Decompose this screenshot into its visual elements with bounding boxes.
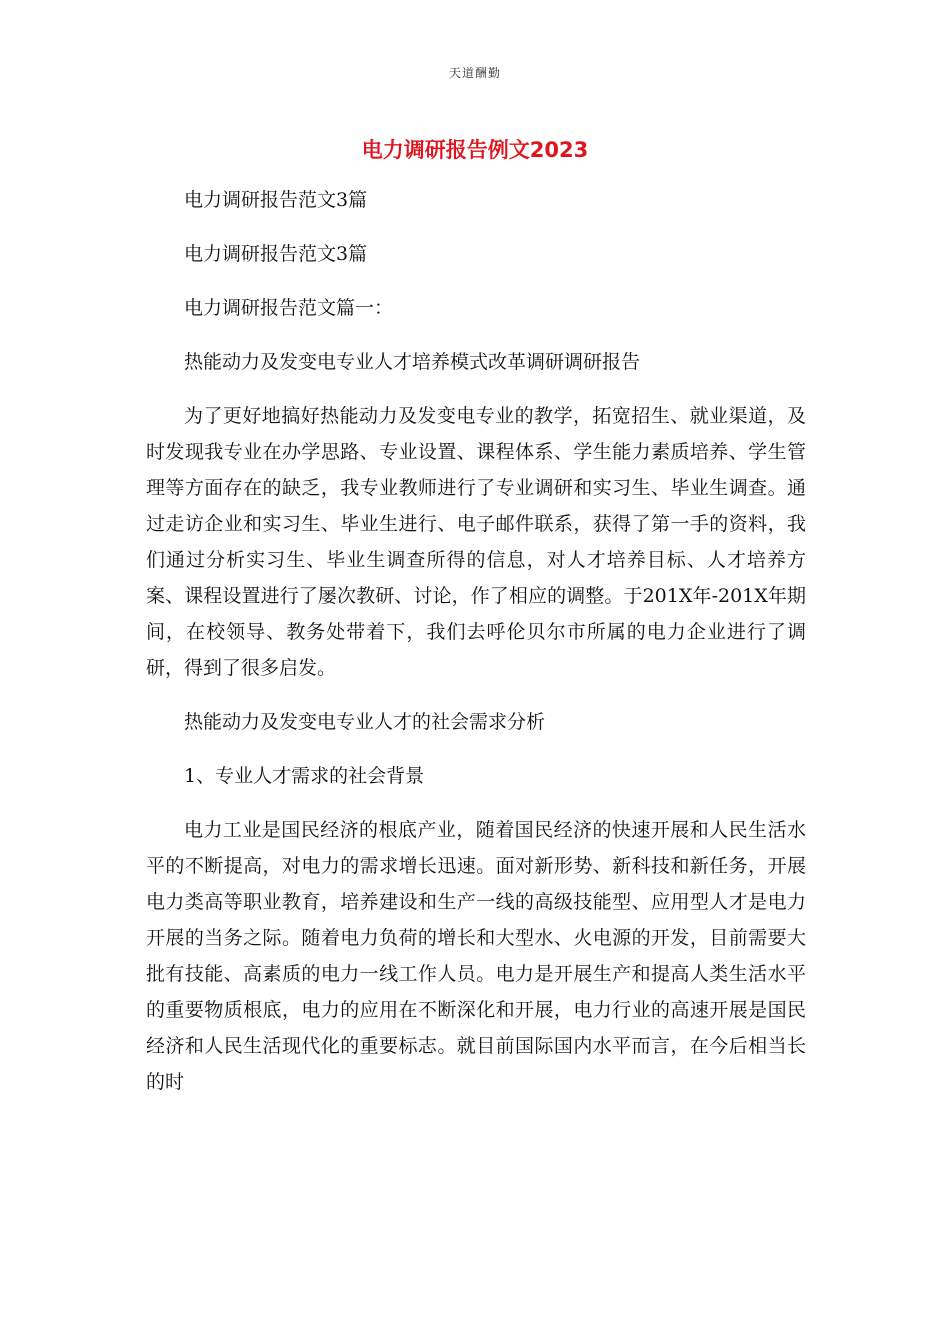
paragraph-5: 为了更好地搞好热能动力及发变电专业的教学，拓宽招生、就业渠道，及时发现我专业在办学思路、专业设置、课程体系、学生能力素质培养、学生管理等方面存在的缺乏，我专业教师进行了专业调研和实习生、毕业生调查。通过走访企业和实习生、毕业生进行、电子邮件联系，获得了第一手的资料，我们通过分析实习生、毕业生调查所得的信息，对人才培养目标、人才培养方案、课程设置进行了屡次教研、讨论，作了相应的调整。于201X年-201X年期间，在校领导、教务处带着下，我们去呼伦贝尔市所属的电力企业进行了调研，得到了很多启发。: [146, 405, 806, 679]
paragraph-3: 电力调研报告范文篇一：: [184, 297, 394, 319]
paragraph-6: 热能动力及发变电专业人才的社会需求分析: [184, 711, 546, 733]
paragraph-8: 电力工业是国民经济的根底产业，随着国民经济的快速开展和人民生活水平的不断提高，对电力的需求增长迅速。面对新形势、新科技和新任务，开展电力类高等职业教育，培养建设和生产一线的高级技能型、应用型人才是电力开展的当务之际。随着电力负荷的增长和大型水、火电源的开发，目前需要大批有技能、高素质的电力一线工作人员。电力是开展生产和提高人类生活水平的重要物质根底，电力的应用在不断深化和开展，电力行业的高速开展是国民经济和人民生活现代化的重要标志。就目前国际国内水平而言，在今后相当长的时: [146, 819, 806, 1093]
paragraph-2: 电力调研报告范文3篇: [184, 243, 368, 265]
page-header: 天道酬勤: [448, 66, 501, 80]
paragraph-1: 电力调研报告范文3篇: [184, 189, 368, 211]
paragraph-4: 热能动力及发变电专业人才培养模式改革调研调研报告: [184, 351, 641, 373]
paragraph-7: 1、专业人才需求的社会背景: [184, 765, 425, 787]
document-title: 电力调研报告例文2023: [361, 138, 589, 162]
document-body: [146, 182, 806, 1118]
